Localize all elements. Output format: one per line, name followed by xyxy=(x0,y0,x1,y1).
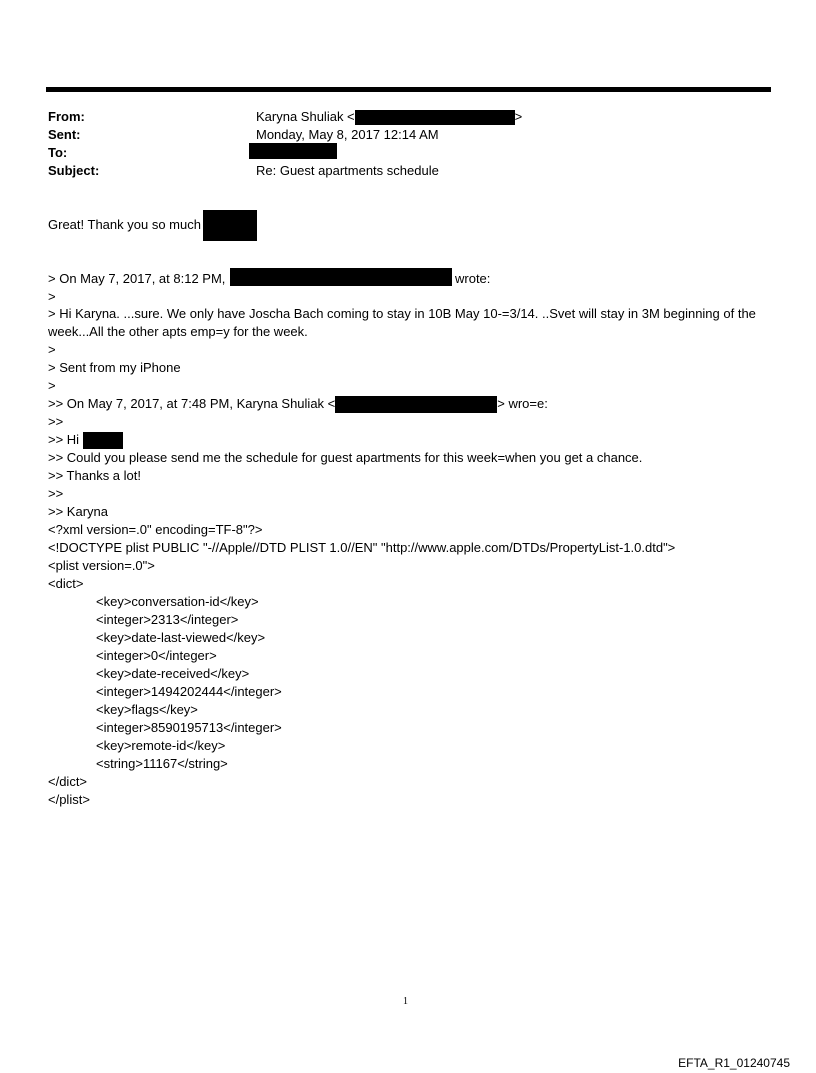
request-line: >> Could you please send me the schedule for guest apartments for this week=when you get a chance. xyxy=(48,450,643,465)
sent-label: Sent: xyxy=(48,127,81,142)
from-close: > xyxy=(514,109,523,124)
plist-value: <integer>0</integer> xyxy=(96,648,217,663)
quote2-line xyxy=(48,395,763,413)
subject-label: Subject: xyxy=(48,163,100,178)
xml-declaration: <?xml version=.0" encoding=TF-8"?> xyxy=(48,522,263,537)
dict-open: <dict> xyxy=(48,576,84,591)
quote-blank: > xyxy=(48,342,56,357)
from-value xyxy=(256,108,522,126)
from-name: Karyna Shuliak < xyxy=(256,109,355,124)
dict-close: </dict> xyxy=(48,774,88,789)
plist-key: <key>remote-id</key> xyxy=(96,738,226,753)
greeting-line xyxy=(48,216,201,234)
signature-line: >> Karyna xyxy=(48,504,108,519)
quote1-redaction xyxy=(230,268,452,286)
plist-close: </plist> xyxy=(48,792,90,807)
quote-blank: >> xyxy=(48,414,64,429)
plist-key: <key>date-last-viewed</key> xyxy=(96,630,266,645)
quote2-redaction xyxy=(335,396,497,413)
page-number: 1 xyxy=(403,996,408,1007)
doctype-line: <!DOCTYPE plist PUBLIC "-//Apple//DTD PLIST 1.0//EN" "http://www.apple.com/DTDs/PropertyList-1.0.dtd"> xyxy=(48,540,676,555)
quote2-suffix: > wro=e: xyxy=(497,396,548,411)
hi-text: >> Hi xyxy=(48,432,80,447)
plist-key: <key>conversation-id</key> xyxy=(96,594,259,609)
message-body xyxy=(48,305,763,809)
quote1-line xyxy=(48,270,225,288)
plist-value: <integer>2313</integer> xyxy=(96,612,239,627)
document-id: EFTA_R1_01240745 xyxy=(678,1056,790,1070)
quote1-suffix: wrote: xyxy=(455,271,491,286)
thanks-line: >> Thanks a lot! xyxy=(48,468,141,483)
quote-blank: >> xyxy=(48,486,64,501)
from-label: From: xyxy=(48,109,85,124)
greeting-redaction xyxy=(203,210,257,241)
to-label: To: xyxy=(48,145,68,160)
greeting-text: Great! Thank you so much xyxy=(48,217,201,232)
quote2-prefix: >> On May 7, 2017, at 7:48 PM, Karyna Shuliak < xyxy=(48,396,336,411)
hi-redaction xyxy=(83,432,123,449)
to-redaction xyxy=(249,143,337,159)
sent-value: Monday, May 8, 2017 12:14 AM xyxy=(256,127,439,142)
hi-line xyxy=(48,431,763,449)
quote-blank: > xyxy=(48,289,56,304)
plist-value: <integer>8590195713</integer> xyxy=(96,720,282,735)
reply-text: > Hi Karyna. ...sure. We only have Joscha Bach coming to stay in 10B May 10-=3/14. ..Svet will stay in 3M beginning of the week...All the other apts emp=y for the week. xyxy=(48,306,756,339)
plist-key: <key>flags</key> xyxy=(96,702,198,717)
quote-blank: > xyxy=(48,378,56,393)
sent-from-line: > Sent from my iPhone xyxy=(48,360,181,375)
quote1-prefix: > On May 7, 2017, at 8:12 PM, xyxy=(48,271,226,286)
plist-open: <plist version=.0"> xyxy=(48,558,155,573)
header-rule xyxy=(46,87,771,92)
redaction-box xyxy=(355,110,515,125)
plist-value: <integer>1494202444</integer> xyxy=(96,684,282,699)
plist-value: <string>11167</string> xyxy=(96,756,228,771)
plist-key: <key>date-received</key> xyxy=(96,666,250,681)
subject-value: Re: Guest apartments schedule xyxy=(256,163,439,178)
